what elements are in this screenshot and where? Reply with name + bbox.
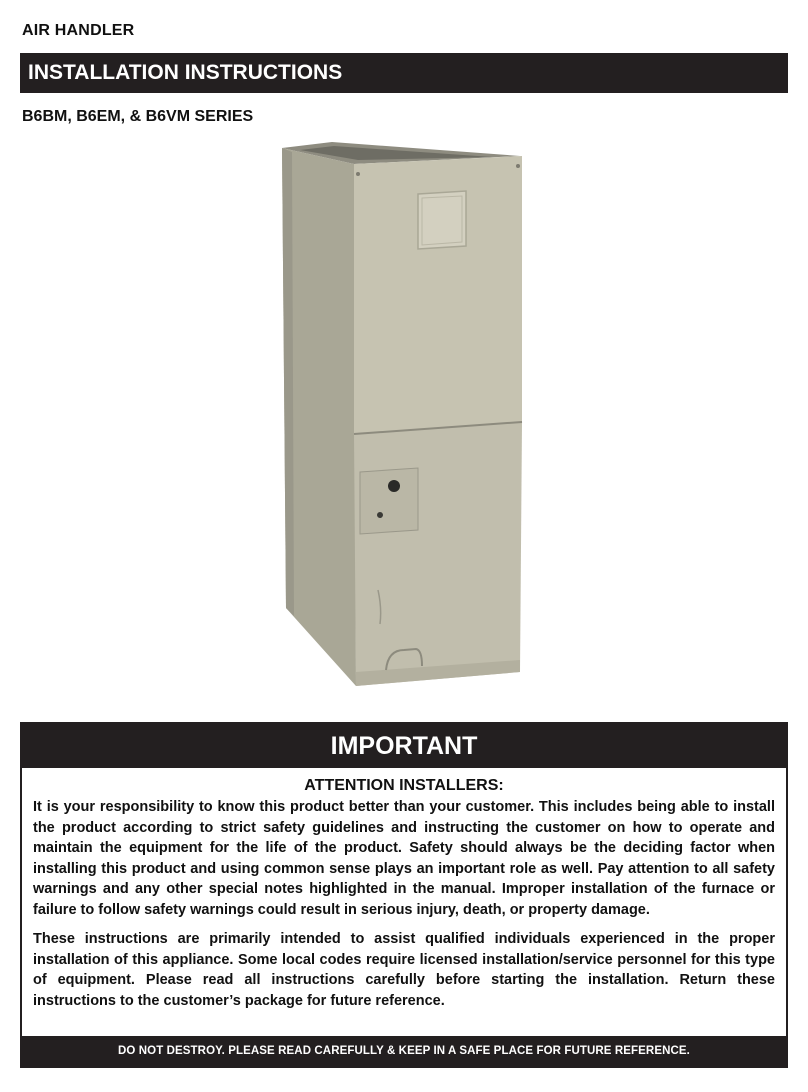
unit-access-plate [360,468,418,534]
document-label: AIR HANDLER [22,22,135,39]
title-bar [20,53,788,93]
unit-front-lower-panel [354,422,522,686]
do-not-destroy-footer [22,1036,786,1066]
footer-text: DO NOT DESTROY. PLEASE READ CAREFULLY & KEEP IN A SAFE PLACE FOR FUTURE REFERENCE. [118,1045,690,1057]
attention-subheading: ATTENTION INSTALLERS: [304,777,504,794]
intended-use-paragraph: These instructions are primarily intended to assist qualified individuals experienced in the proper installation of this appliance. Some local codes require licensed installation/service personnel for this type of equipment. Please read all instructions carefully before starting the installation. Return these instructions to the customer’s package for future reference. [33,931,775,1009]
unit-knockout-hole [388,480,400,492]
unit-label-plate [418,191,466,249]
air-handler-unit-image [270,138,540,698]
document-title: INSTALLATION INSTRUCTIONS [28,61,343,84]
responsibility-paragraph: It is your responsibility to know this product better than your customer. This includes being able to install the product according to strict safety guidelines and instructing the customer on how to operate and maintain the equipment for the life of the product. Safety should always be the deciding factor when installing this product and using common sense plays an important role as well. Pay attention to all safety warnings and any other special notes highlighted in the manual. Improper installation of the furnace or failure to follow safety warnings could result in serious injury, death, or property damage. [33,799,775,918]
important-heading: IMPORTANT [22,724,786,768]
series-label: B6BM, B6EM, & B6VM SERIES [22,108,254,125]
important-notice-box [20,722,788,1068]
